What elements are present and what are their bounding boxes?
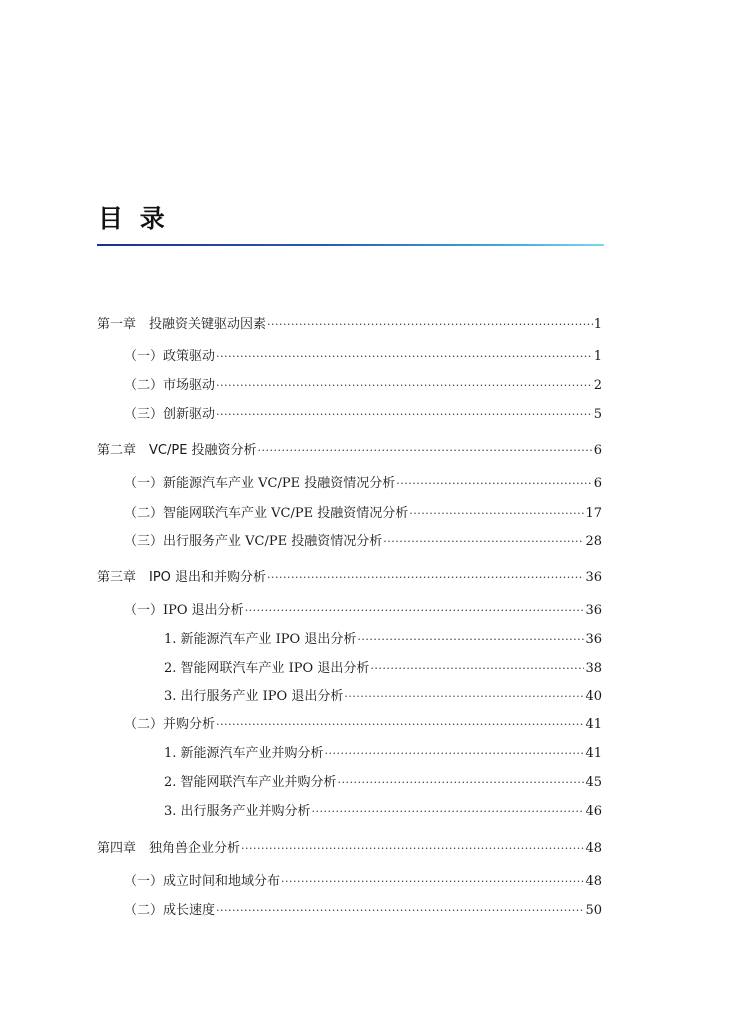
toc-entry[interactable] (164, 774, 602, 792)
toc-entry-label: 2. 智能网联汽车产业 IPO 退出分析 (164, 661, 370, 676)
toc-leader (312, 803, 585, 821)
toc-entry-label: 3. 出行服务产业并购分析 (164, 804, 311, 819)
toc-entry-label: 3. 出行服务产业 IPO 退出分析 (164, 689, 344, 704)
toc-leader (383, 533, 584, 551)
toc-leader (370, 660, 584, 678)
toc-entry-label: 第三章 IPO 退出和并购分析 (97, 570, 267, 585)
toc-entry-page: 46 (585, 804, 602, 819)
toc-entry-page: 1 (593, 317, 602, 332)
toc-entry-label: （一）政策驱动 (124, 349, 216, 364)
toc-entry[interactable] (124, 533, 602, 551)
toc-leader (241, 840, 584, 858)
toc-entry[interactable] (124, 602, 602, 620)
toc-entry-page: 28 (585, 534, 602, 549)
toc-entry[interactable] (124, 475, 602, 493)
toc-leader (267, 569, 584, 587)
toc-entry[interactable] (97, 840, 602, 858)
toc-entry-page: 5 (593, 407, 602, 422)
toc-entry-page: 41 (585, 746, 602, 761)
toc-leader (216, 716, 584, 734)
toc-leader (325, 745, 585, 763)
toc-entry[interactable] (124, 505, 602, 523)
toc-entry-page: 38 (585, 661, 602, 676)
toc-entry[interactable] (164, 803, 602, 821)
toc-leader (245, 602, 585, 620)
toc-entry-page: 36 (585, 632, 602, 647)
toc-entry[interactable] (164, 631, 602, 649)
toc-leader (344, 688, 584, 706)
toc-entry-label: 第二章 VC/PE 投融资分析 (97, 443, 257, 458)
toc-entry[interactable] (124, 377, 602, 395)
toc-entry-page: 48 (585, 841, 602, 856)
toc-entry-page: 17 (585, 506, 602, 521)
toc-entry-page: 36 (585, 570, 602, 585)
toc-entry[interactable] (97, 316, 602, 334)
toc-leader (258, 442, 593, 460)
toc-entry-page: 6 (593, 476, 602, 491)
toc-leader (267, 316, 593, 334)
toc-entry-label: （一）IPO 退出分析 (124, 603, 244, 618)
toc-entry-label: （二）成长速度 (124, 903, 216, 918)
toc-entry-label: 1. 新能源汽车产业 IPO 退出分析 (164, 632, 357, 647)
toc-entry-page: 45 (585, 775, 602, 790)
toc-entry-label: （一）新能源汽车产业 VC/PE 投融资情况分析 (124, 476, 396, 491)
toc-entry-label: 2. 智能网联汽车产业并购分析 (164, 775, 337, 790)
toc-entry[interactable] (124, 873, 602, 891)
toc-entry-label: 第一章 投融资关键驱动因素 (97, 317, 267, 332)
toc-entry-label: （二）市场驱动 (124, 378, 216, 393)
toc-entry[interactable] (164, 688, 602, 706)
title-underline (97, 244, 604, 246)
toc-entry-page: 41 (585, 717, 602, 732)
toc-entry-page: 1 (593, 349, 602, 364)
toc-leader (216, 406, 593, 424)
toc-entry[interactable] (124, 348, 602, 366)
toc-entry-label: （一）成立时间和地域分布 (124, 874, 281, 889)
toc-entry-page: 40 (585, 689, 602, 704)
toc-entry[interactable] (124, 406, 602, 424)
toc-leader (216, 902, 584, 920)
toc-leader (216, 348, 593, 366)
toc-leader (396, 475, 593, 493)
toc-entry-label: 1. 新能源汽车产业并购分析 (164, 746, 324, 761)
toc-leader (338, 774, 585, 792)
toc-entry-page: 2 (593, 378, 602, 393)
toc-entry-page: 50 (585, 903, 602, 918)
toc-entry-label: （二）智能网联汽车产业 VC/PE 投融资情况分析 (124, 506, 409, 521)
toc-entry-page: 48 (585, 874, 602, 889)
toc-entry[interactable] (164, 745, 602, 763)
toc-entry-page: 36 (585, 603, 602, 618)
toc-leader (281, 873, 584, 891)
toc-entry[interactable] (97, 442, 602, 460)
toc-entry[interactable] (124, 902, 602, 920)
toc-leader (357, 631, 584, 649)
toc-entry-label: （二）并购分析 (124, 717, 216, 732)
toc-leader (216, 377, 593, 395)
toc-entry[interactable] (124, 716, 602, 734)
toc-entry-page: 6 (593, 443, 602, 458)
toc-entry[interactable] (97, 569, 602, 587)
toc-entry-label: （三）创新驱动 (124, 407, 216, 422)
toc-entry-label: （三）出行服务产业 VC/PE 投融资情况分析 (124, 534, 383, 549)
toc-leader (409, 505, 584, 523)
toc-entry-label: 第四章 独角兽企业分析 (97, 841, 241, 856)
page-title: 目 录 (98, 204, 169, 233)
toc-entry[interactable] (164, 660, 602, 678)
